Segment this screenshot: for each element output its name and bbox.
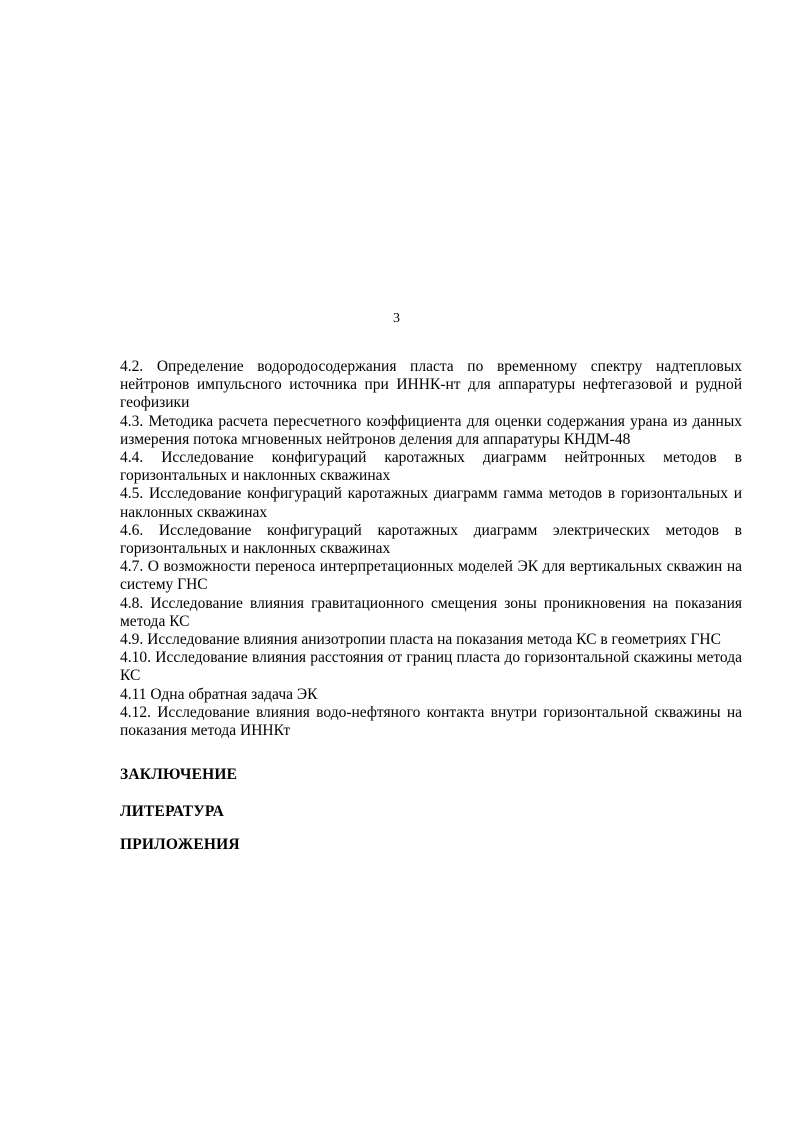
toc-entry-4-5: 4.5. Исследование конфигураций каротажных диаграмм гамма методов в горизонтальных и наклонных скважинах [120,485,742,521]
toc-entry-4-6: 4.6. Исследование конфигураций каротажных диаграмм электрических методов в горизонтальных и наклонных скважинах [120,521,742,558]
toc-entry-4-10: 4.10. Исследование влияния расстояния от границ пласта до горизонтальной скажины метода КС [120,649,742,685]
toc-entry-4-8: 4.8. Исследование влияния гравитационного смещения зоны проникновения на показания метода КС [120,594,742,630]
toc-entry-4-3: 4.3. Методика расчета пересчетного коэффициента для оценки содержания урана из данных измерения потока мгновенных нейтронов деления для аппаратуры КНДМ-48 [120,412,742,448]
page-number: 3 [393,311,400,326]
toc-entry-4-11: 4.11 Одна обратная задача ЭК [120,685,318,703]
toc-entry-4-7: 4.7. О возможности переноса интерпретационных моделей ЭК для вертикальных скважин на систему ГНС [120,558,742,594]
heading-conclusion: ЗАКЛЮЧЕНИЕ [120,766,238,783]
toc-entry-4-4: 4.4. Исследование конфигураций каротажных диаграмм нейтронных методов в горизонтальных и наклонных скважинах [120,449,742,485]
heading-appendices: ПРИЛОЖЕНИЯ [120,836,240,853]
toc-entry-4-2: 4.2. Определение водородосодержания пласта по временному спектру надтепловых нейтронов импульсного источника при ИННК-нт для аппаратуры нефтегазовой и рудной геофизики [120,358,742,412]
table-of-contents [120,358,742,740]
toc-entry-4-9: 4.9. Исследование влияния анизотропии пласта на показания метода КС в геометриях ГНС [120,631,721,649]
heading-literature: ЛИТЕРАТУРА [120,803,224,820]
toc-entry-4-12: 4.12. Исследование влияния водо-нефтяного контакта внутри горизонтальной скважины на показания метода ИННКт [120,703,742,740]
